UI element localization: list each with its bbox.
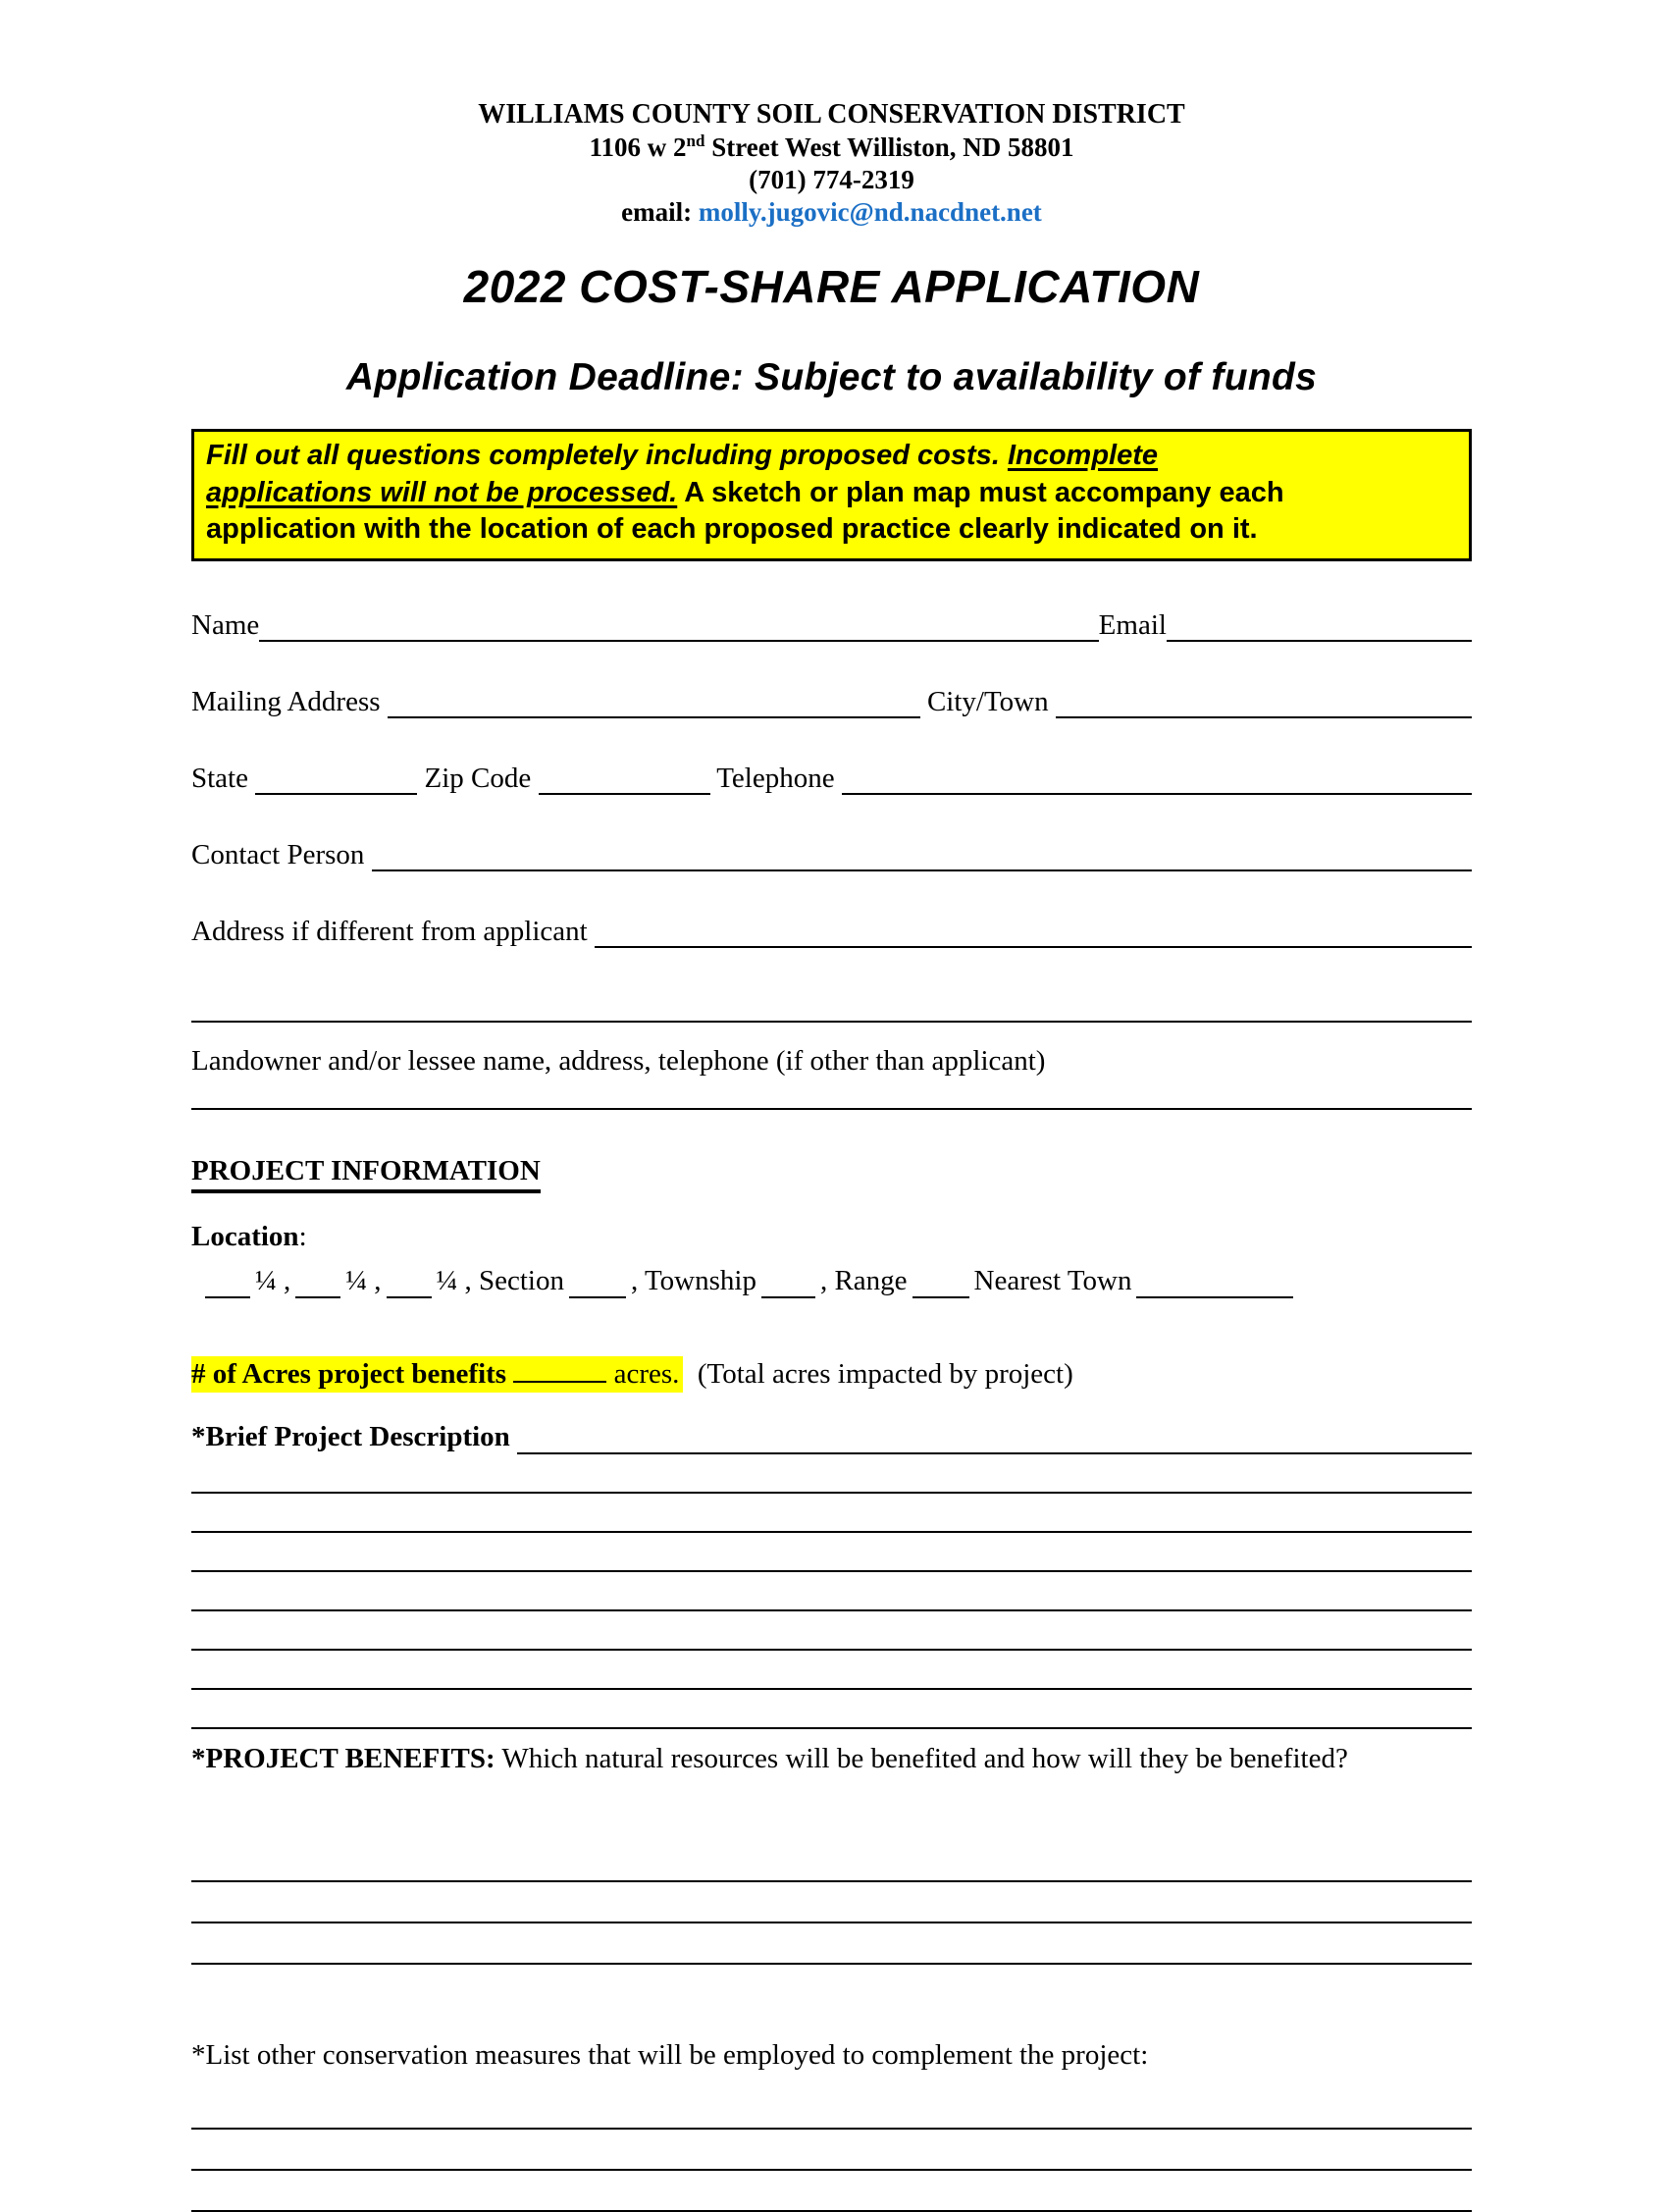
city-town-input-line[interactable] <box>1056 683 1472 718</box>
state-input-line[interactable] <box>255 760 417 795</box>
ruled-line[interactable] <box>191 2088 1472 2130</box>
location-input-line[interactable] <box>1136 1263 1293 1298</box>
location-input-line[interactable] <box>205 1263 250 1298</box>
phone-number: (701) 774-2319 <box>749 165 914 195</box>
mailing-address-label: Mailing Address <box>191 685 388 717</box>
email-label: email: <box>621 197 699 228</box>
brief-description-label: *Brief Project Description <box>191 1421 518 1453</box>
document-title: 2022 COST-SHARE APPLICATION <box>463 260 1200 312</box>
contact-person-input-line[interactable] <box>372 836 1472 871</box>
notice-text-run: A sketch or plan map must accompany each <box>677 476 1284 508</box>
acres-input-line[interactable] <box>513 1355 606 1383</box>
location-token: ¼ , <box>345 1265 382 1297</box>
location-token: Nearest Town <box>973 1265 1132 1297</box>
notice-text-run: Fill out all questions completely including proposed costs. <box>206 439 1008 471</box>
email-label: Email <box>1098 608 1167 641</box>
zip-code-input-line[interactable] <box>539 760 710 795</box>
location-token: ¼ , Section <box>436 1265 564 1297</box>
mailing-address-input-line[interactable] <box>388 683 920 718</box>
letterhead <box>191 98 1472 229</box>
project-benefits-text: *PROJECT BENEFITS: Which natural resources will be benefited and how will they be benefited? <box>191 1742 1348 1774</box>
notice-text-run: application with the location of each proposed practice clearly indicated on it. <box>206 513 1258 546</box>
landowner-top-line[interactable] <box>191 1021 1472 1023</box>
contact-person-row <box>191 836 1472 871</box>
ruled-line[interactable] <box>191 1572 1472 1611</box>
project-information-heading: PROJECT INFORMATION <box>191 1155 1472 1187</box>
different-address-row <box>191 913 1472 948</box>
email-input-line[interactable] <box>1167 606 1472 642</box>
deadline-subtitle: Application Deadline: Subject to availability of funds <box>345 355 1318 398</box>
notice-line <box>206 511 1457 549</box>
email-row <box>191 196 1472 229</box>
telephone-input-line[interactable] <box>842 760 1472 795</box>
street-address: 1106 w 2nd Street West Williston, ND 58801 <box>589 132 1074 163</box>
ruled-line[interactable] <box>191 1882 1472 1923</box>
mailing-city-row <box>191 683 1472 718</box>
ruled-line[interactable] <box>191 1454 1472 1494</box>
location-row <box>191 1263 1472 1298</box>
ruled-line[interactable] <box>191 1690 1472 1729</box>
instructions-notice-box <box>191 429 1472 561</box>
project-benefits-label: *PROJECT BENEFITS: <box>191 1742 495 1774</box>
acres-note: (Total acres impacted by project) <box>683 1357 1073 1390</box>
location-token: ¼ , <box>255 1265 291 1297</box>
notice-line <box>206 475 1457 512</box>
acres-label: # of Acres project benefits <box>191 1357 507 1390</box>
location-token: , Range <box>819 1265 908 1297</box>
city-town-label: City/Town <box>919 685 1056 717</box>
benefits-answer-lines <box>191 1841 1472 1965</box>
ruled-line[interactable] <box>191 1494 1472 1533</box>
ordinal-superscript: nd <box>686 132 705 151</box>
state-label: State <box>191 762 256 794</box>
email-link[interactable]: molly.jugovic@nd.nacdnet.net <box>698 197 1042 228</box>
landowner-bottom-line[interactable] <box>191 1108 1472 1110</box>
notice-text-run: Incomplete <box>1007 439 1159 471</box>
name-label: Name <box>191 608 260 641</box>
different-address-label: Address if different from applicant <box>191 915 595 947</box>
other-measures-text: *List other conservation measures that will be employed to complement the project: <box>191 2038 1149 2071</box>
location-input-line[interactable] <box>912 1263 969 1298</box>
ruled-line[interactable] <box>191 2130 1472 2171</box>
location-input-line[interactable] <box>387 1263 432 1298</box>
ruled-line[interactable] <box>191 2171 1472 2212</box>
different-address-input-line[interactable] <box>595 913 1472 948</box>
location-input-line[interactable] <box>295 1263 340 1298</box>
acres-row <box>191 1355 1472 1392</box>
brief-description-row <box>191 1419 1472 1454</box>
name-email-row <box>191 606 1472 642</box>
name-input-line[interactable] <box>259 606 1098 642</box>
notice-text-run: applications will not be processed. <box>206 476 678 508</box>
contact-person-label: Contact Person <box>191 838 372 870</box>
ruled-line[interactable] <box>191 1923 1472 1965</box>
acres-highlight <box>191 1356 683 1393</box>
brief-description-input-line[interactable] <box>517 1419 1472 1454</box>
ruled-line[interactable] <box>191 1651 1472 1690</box>
landowner-text: Landowner and/or lessee name, address, telephone (if other than applicant) <box>191 1045 1046 1078</box>
location-input-line[interactable] <box>569 1263 626 1298</box>
state-zip-telephone-row <box>191 760 1472 795</box>
acres-unit-label: acres. <box>606 1357 680 1390</box>
organization-name: WILLIAMS COUNTY SOIL CONSERVATION DISTRICT <box>478 99 1185 130</box>
ruled-line[interactable] <box>191 1841 1472 1882</box>
ruled-line[interactable] <box>191 1533 1472 1572</box>
description-answer-lines <box>191 1454 1472 1729</box>
other-measures-answer-lines <box>191 2088 1472 2212</box>
telephone-label: Telephone <box>709 762 842 794</box>
location-input-line[interactable] <box>761 1263 815 1298</box>
notice-line <box>206 438 1457 475</box>
location-label: Location: <box>191 1220 307 1252</box>
location-token: , Township <box>631 1265 756 1297</box>
zip-code-label: Zip Code <box>417 762 539 794</box>
ruled-line[interactable] <box>191 1611 1472 1651</box>
